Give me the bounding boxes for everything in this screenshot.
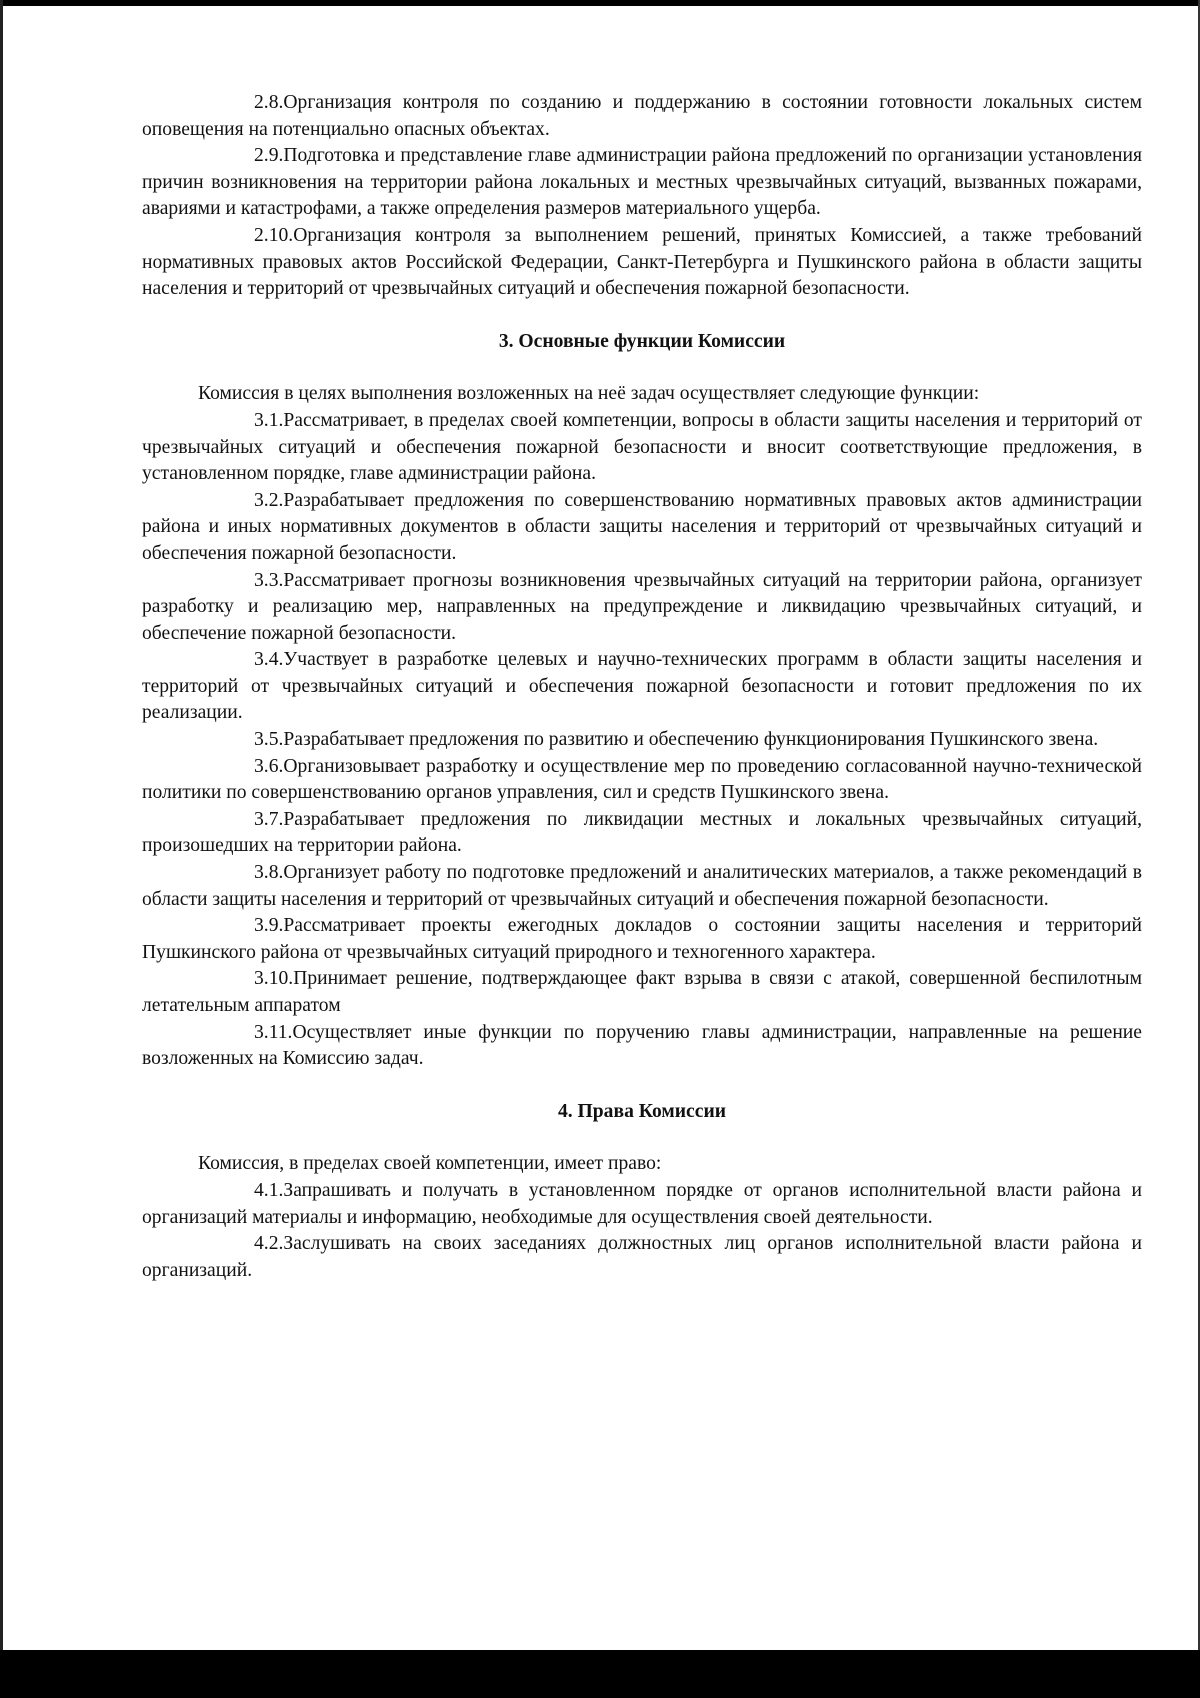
clause-text: Организует работу по подготовке предложений и аналитических материалов, а также рекомендаций в области защиты населения и территорий от чрезвычайных ситуаций и обеспечения пожарной безопасности. bbox=[142, 862, 1142, 910]
clause-4-1 bbox=[142, 1178, 1142, 1231]
clause-text: Организация контроля по созданию и поддержанию в состоянии готовности локальных систем оповещения на потенциально опасных объектах. bbox=[142, 92, 1142, 140]
clause-text: Запрашивать и получать в установленном порядке от органов исполнительной власти района и организаций материалы и информацию, необходимые для осуществления своей деятельности. bbox=[142, 1179, 1142, 1228]
scan-top-border bbox=[0, 0, 1200, 6]
clause-number: 4.1. bbox=[254, 1179, 284, 1201]
scan-left-border bbox=[0, 0, 3, 1650]
clause-text: Организация контроля за выполнением решений, принятых Комиссией, а также требований нормативных правовых актов Российской Федерации, Санкт-Петербурга и Пушкинского района в области защиты населения и территорий от чрезвычайных ситуаций и обеспечения пожарной безопасности. bbox=[142, 224, 1142, 300]
section-4 bbox=[142, 1151, 1142, 1284]
clause-3-4 bbox=[142, 647, 1142, 727]
clause-text: Разрабатывает предложения по ликвидации местных и локальных чрезвычайных ситуаций, произошедших на территории района. bbox=[142, 808, 1142, 857]
clause-text: Осуществляет иные функции по поручению главы администрации, направленные на решение возложенных на Комиссию задач. bbox=[142, 1021, 1142, 1070]
clause-number: 3.4. bbox=[254, 649, 284, 671]
clause-text: Разрабатывает предложения по совершенствованию нормативных правовых актов администрации района и иных нормативных документов в области защиты населения и территорий от чрезвычайных ситуаций и обеспечения пожарной безопасности. bbox=[142, 489, 1142, 564]
clause-2-8 bbox=[142, 90, 1142, 143]
clause-number: 2.9. bbox=[254, 145, 284, 167]
section-4-heading: 4. Права Комиссии bbox=[557, 1100, 727, 1122]
clause-3-11 bbox=[142, 1020, 1142, 1073]
clause-2-10 bbox=[142, 223, 1142, 303]
clause-number: 3.11. bbox=[254, 1021, 293, 1043]
section-3 bbox=[142, 381, 1142, 1072]
clause-number: 3.7. bbox=[254, 808, 284, 830]
clause-text: Организовывает разработку и осуществление мер по проведению согласованной научно-технической политики по совершенствованию органов управления, сил и средств Пушкинского звена. bbox=[142, 755, 1142, 804]
clause-3-3 bbox=[142, 568, 1142, 648]
clause-3-7 bbox=[142, 807, 1142, 860]
clause-number: 3.3. bbox=[254, 569, 284, 591]
document-body bbox=[142, 90, 1142, 1284]
clause-4-2 bbox=[142, 1231, 1142, 1284]
clause-number: 3.9. bbox=[254, 915, 284, 937]
clause-number: 3.8. bbox=[254, 862, 284, 884]
clause-number: 3.2. bbox=[254, 489, 284, 511]
clause-number: 3.1. bbox=[254, 409, 284, 431]
clause-number: 2.10. bbox=[254, 224, 294, 246]
section-4-intro: Комиссия, в пределах своей компетенции, имеет право: bbox=[198, 1153, 662, 1175]
clause-number: 2.8. bbox=[254, 92, 284, 113]
section-3-intro: Комиссия в целях выполнения возложенных на неё задач осуществляет следующие функции: bbox=[198, 383, 980, 405]
clause-3-8 bbox=[142, 860, 1142, 913]
clause-text: Принимает решение, подтверждающее факт взрыва в связи с атакой, совершенной беспилотным летательным аппаратом bbox=[142, 968, 1142, 1016]
clause-text: Заслушивать на своих заседаниях должностных лиц органов исполнительной власти района и организаций. bbox=[142, 1233, 1142, 1281]
clause-text: Рассматривает, в пределах своей компетенции, вопросы в области защиты населения и территорий от чрезвычайных ситуаций и обеспечения пожарной безопасности и вносит соответствующие предложения, в установленном порядке, главе администрации района. bbox=[142, 409, 1142, 485]
section-2-tail bbox=[142, 90, 1142, 303]
clause-number: 3.5. bbox=[254, 729, 284, 751]
clause-3-9 bbox=[142, 913, 1142, 966]
clause-3-1 bbox=[142, 408, 1142, 488]
clause-number: 4.2. bbox=[254, 1233, 284, 1255]
clause-number: 3.10. bbox=[254, 968, 294, 990]
clause-3-10 bbox=[142, 966, 1142, 1019]
clause-3-6 bbox=[142, 754, 1142, 807]
clause-3-2 bbox=[142, 488, 1142, 568]
clause-2-9 bbox=[142, 143, 1142, 223]
clause-text: Разрабатывает предложения по развитию и обеспечению функционирования Пушкинского звена. bbox=[283, 729, 1099, 751]
clause-text: Участвует в разработке целевых и научно-технических программ в области защиты населения и территорий от чрезвычайных ситуаций и обеспечения пожарной безопасности и готовит предложения по их реализации. bbox=[142, 649, 1142, 724]
clause-text: Рассматривает проекты ежегодных докладов о состоянии защиты населения и территорий Пушкинского района от чрезвычайных ситуаций природного и техногенного характера. bbox=[142, 915, 1142, 963]
section-3-heading: 3. Основные функции Комиссии bbox=[498, 330, 786, 352]
clause-text: Рассматривает прогнозы возникновения чрезвычайных ситуаций на территории района, организует разработку и реализацию мер, направленных на предупреждение и ликвидацию чрезвычайных ситуаций, и обеспечение пожарной безопасности. bbox=[142, 569, 1142, 644]
scan-bottom-border bbox=[0, 1650, 1200, 1698]
clause-3-5 bbox=[142, 727, 1142, 754]
clause-text: Подготовка и представление главе администрации района предложений по организации установления причин возникновения на территории района локальных и местных чрезвычайных ситуаций, вызванных пожарами, авариями и катастрофами, а также определения размеров материального ущерба. bbox=[142, 145, 1142, 220]
clause-number: 3.6. bbox=[254, 755, 284, 777]
